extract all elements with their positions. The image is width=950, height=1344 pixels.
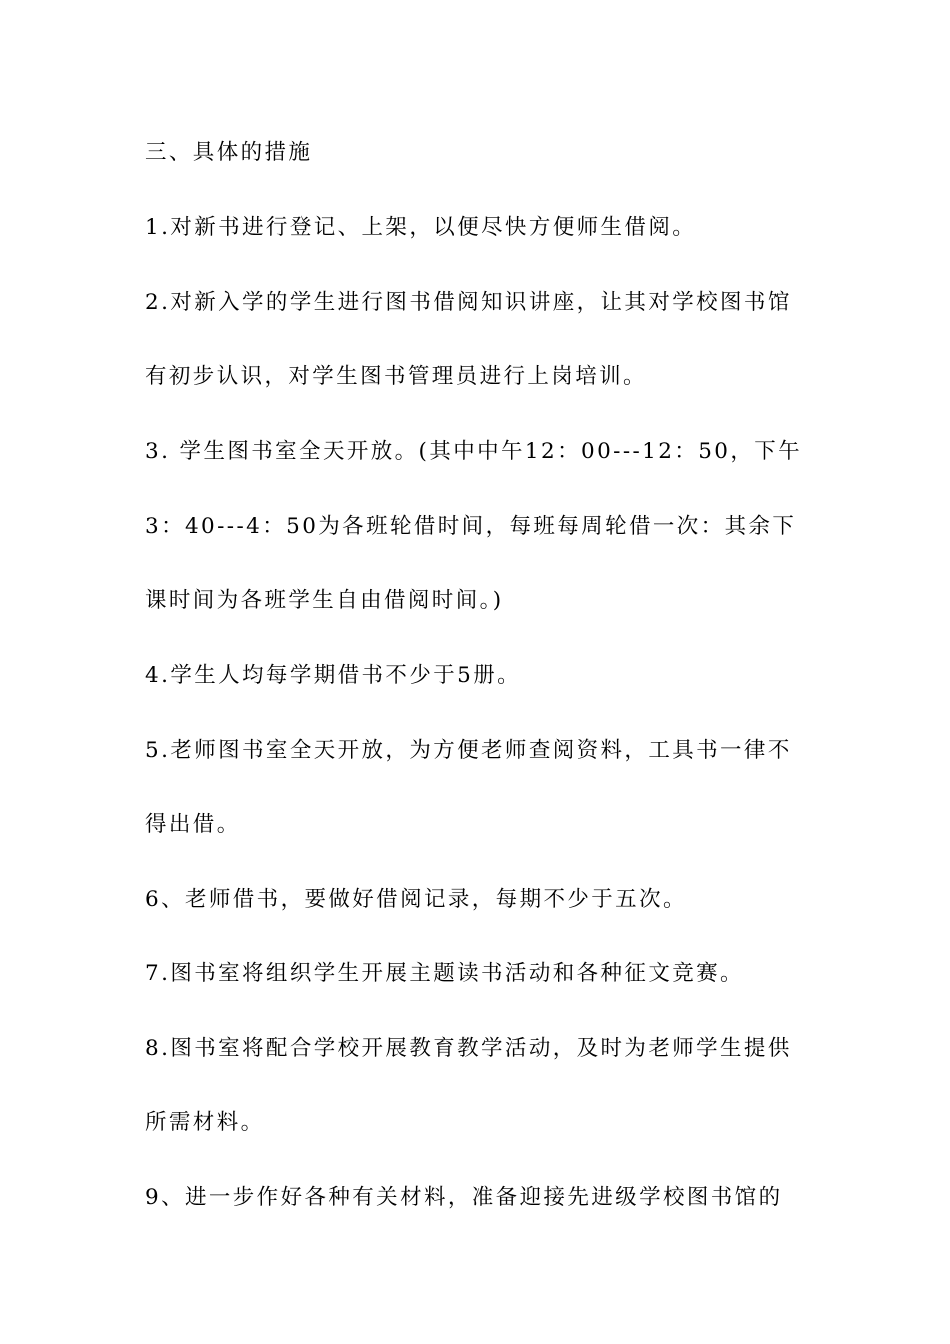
paragraph-line-4: 4.学生人均每学期借书不少于5册。 xyxy=(145,663,521,688)
paragraph-line-3a: 3. 学生图书室全天开放。(其中中午12：00---12：50，下午 xyxy=(145,439,803,464)
paragraph-line-8b: 所需材料。 xyxy=(145,1110,265,1135)
paragraph-line-9: 9、进一步作好各种有关材料，准备迎接先进级学校图书馆的 xyxy=(145,1185,783,1210)
paragraph-line-3c: 课时间为各班学生自由借阅时间。) xyxy=(145,588,504,613)
paragraph-line-5a: 5.老师图书室全天开放，为方便老师查阅资料，工具书一律不 xyxy=(145,738,792,763)
paragraph-line-7: 7.图书室将组织学生开展主题读书活动和各种征文竞赛。 xyxy=(145,961,744,986)
paragraph-line-1: 1.对新书进行登记、上架，以便尽快方便师生借阅。 xyxy=(145,215,697,240)
paragraph-line-6: 6、老师借书，要做好借阅记录，每期不少于五次。 xyxy=(145,887,687,912)
paragraph-line-2a: 2.对新入学的学生进行图书借阅知识讲座，让其对学校图书馆 xyxy=(145,290,792,315)
section-heading: 三、具体的措施 xyxy=(145,140,313,165)
paragraph-line-3b: 3：40---4：50为各班轮借时间，每班每周轮借一次：其余下 xyxy=(145,514,797,539)
paragraph-line-5b: 得出借。 xyxy=(145,812,241,837)
paragraph-line-8a: 8.图书室将配合学校开展教育教学活动，及时为老师学生提供 xyxy=(145,1036,792,1061)
paragraph-line-2b: 有初步认识，对学生图书管理员进行上岗培训。 xyxy=(145,364,647,389)
